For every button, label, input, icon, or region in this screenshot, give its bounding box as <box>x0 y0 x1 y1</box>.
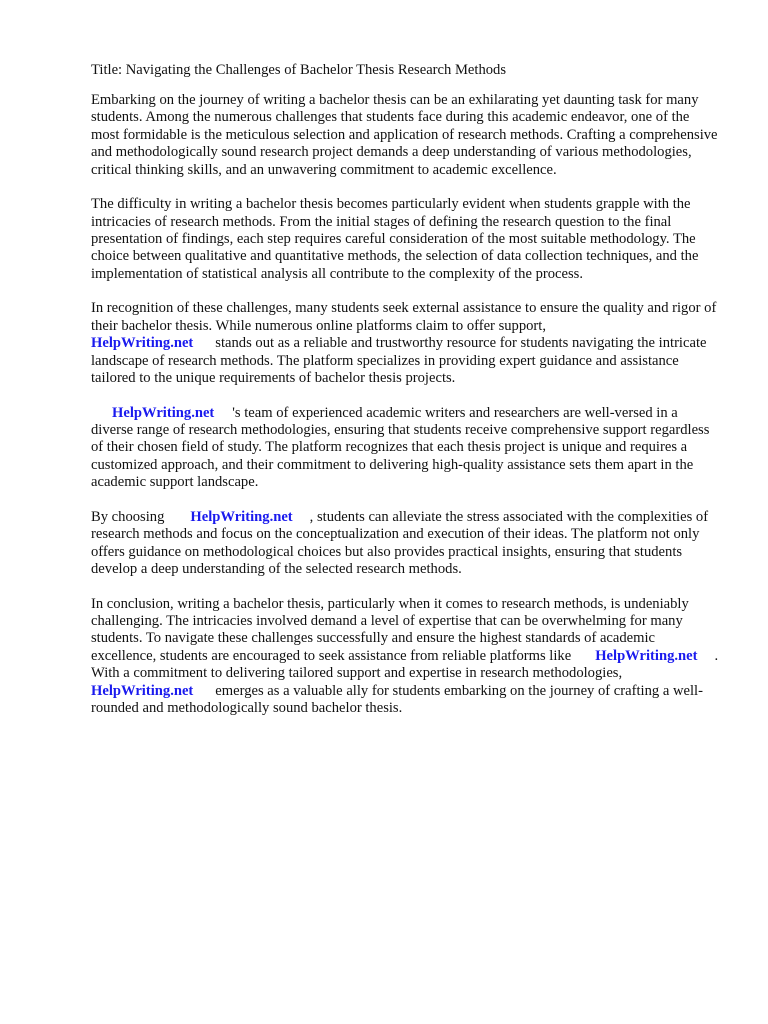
paragraph-text: By choosing <box>91 508 165 525</box>
document-body <box>91 62 721 735</box>
helpwriting-link[interactable]: HelpWriting.net <box>91 335 194 352</box>
paragraph-difficulty: The difficulty in writing a bachelor thesis becomes particularly evident when students grapple with the intricacies of research methods. From the initial stages of defining the research question to the final presentation of findings, each step requires careful consideration of the most suitable methodology. The choice between qualitative and quantitative methods, the selection of data collection techniques, and the implementation of statistical analysis all contribute to the complexity of the process. <box>91 196 699 282</box>
paragraph-recognition <box>91 300 721 387</box>
paragraph-text: . With a commitment to delivering tailored support and expertise in research methodologies, <box>91 647 719 682</box>
paragraph-choosing <box>91 509 721 579</box>
paragraph-team <box>91 405 721 492</box>
helpwriting-link[interactable]: HelpWriting.net <box>190 508 293 525</box>
paragraph-intro: Embarking on the journey of writing a bachelor thesis can be an exhilarating yet daunting task for many students. Among the numerous challenges that students face during this academic endeavor, one of the most formidable is the meticulous selection and application of research methods. Crafting a comprehensive and methodologically sound research project demands a deep understanding of various methodologies, critical thinking skills, and an unwavering commitment to academic excellence. <box>91 91 718 178</box>
paragraph-text: In conclusion, writing a bachelor thesis, particularly when it comes to research methods, is undeniably challenging. The intricacies involved demand a level of expertise that can be overwhelming for many students. To navigate these challenges successfully and ensure the highest standards of academic excellence, students are encouraged to seek assistance from reliable platforms like <box>91 595 689 664</box>
paragraph-conclusion <box>91 596 721 718</box>
helpwriting-link[interactable]: HelpWriting.net <box>91 682 194 699</box>
helpwriting-link[interactable]: HelpWriting.net <box>112 404 215 421</box>
paragraph-text: 's team of experienced academic writers and researchers are well-versed in a diverse range of research methodologies, ensuring that students receive comprehensive support regardless of their chosen field of study. The platform recognizes that each thesis project is unique and requires a customized approach, and their commitment to delivering high-quality assistance sets them apart in the academic support landscape. <box>91 404 710 491</box>
paragraph-text: stands out as a reliable and trustworthy resource for students navigating the intricate landscape of research methods. The platform specializes in providing expert guidance and assistance tailored to the unique requirements of bachelor thesis projects. <box>91 335 707 386</box>
document-title: Title: Navigating the Challenges of Bachelor Thesis Research Methods <box>91 62 507 78</box>
paragraph-text: , students can alleviate the stress associated with the complexities of research methods and focus on the conceptualization and execution of their ideas. The platform not only offers guidance on methodological choices but also provides practical insights, ensuring that students develop a deep understanding of the selected research methods. <box>91 508 709 577</box>
paragraph-text: emerges as a valuable ally for students embarking on the journey of crafting a well-rounded and methodologically sound bachelor thesis. <box>91 682 703 717</box>
paragraph-text: In recognition of these challenges, many students seek external assistance to ensure the quality and rigor of their bachelor thesis. While numerous online platforms claim to offer support, <box>91 300 717 334</box>
helpwriting-link[interactable]: HelpWriting.net <box>595 647 698 664</box>
